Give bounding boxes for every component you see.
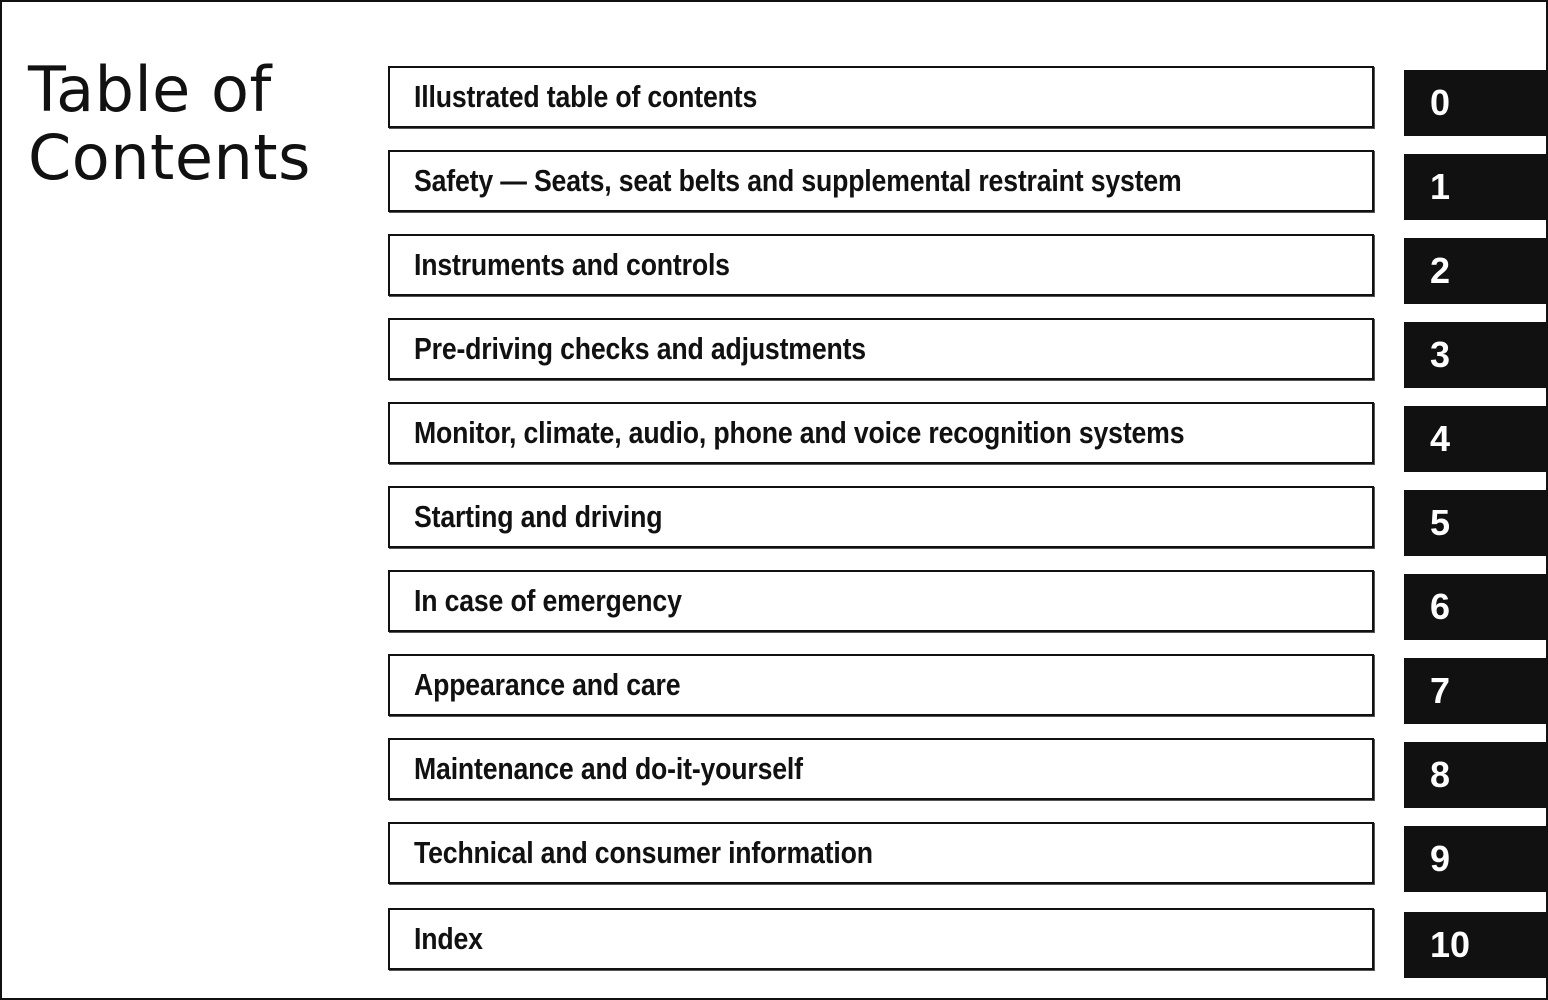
toc-entry-box[interactable] <box>388 486 1374 548</box>
page-title-line-2: Contents <box>28 121 311 194</box>
toc-entry-box[interactable] <box>388 402 1374 464</box>
section-number: 7 <box>1430 670 1451 711</box>
section-tab[interactable] <box>1404 406 1548 472</box>
section-tab[interactable] <box>1404 826 1548 892</box>
toc-entry-label: Maintenance and do-it-yourself <box>414 751 803 786</box>
toc-entry-box[interactable] <box>388 318 1374 380</box>
section-number: 8 <box>1430 754 1451 795</box>
section-number: 9 <box>1430 838 1451 879</box>
section-tab[interactable] <box>1404 742 1548 808</box>
toc-entry-pre-driving <box>0 318 1548 388</box>
toc-entry-box[interactable] <box>388 66 1374 128</box>
toc-entry-monitor <box>0 402 1548 472</box>
toc-entry-box[interactable] <box>388 908 1374 970</box>
section-tab[interactable] <box>1404 912 1548 978</box>
toc-entry-label: Technical and consumer information <box>414 835 873 870</box>
toc-entry-box[interactable] <box>388 570 1374 632</box>
section-tab[interactable] <box>1404 322 1548 388</box>
section-number: 6 <box>1430 586 1451 627</box>
toc-entry-label: Safety — Seats, seat belts and supplemental restraint system <box>414 163 1182 198</box>
section-number: 1 <box>1430 166 1451 207</box>
toc-entry-label: Starting and driving <box>414 499 663 534</box>
section-number: 2 <box>1430 250 1451 291</box>
toc-entry-index <box>0 908 1548 978</box>
toc-entry-appearance <box>0 654 1548 724</box>
toc-entry-box[interactable] <box>388 822 1374 884</box>
toc-entry-box[interactable] <box>388 150 1374 212</box>
toc-entry-emergency <box>0 570 1548 640</box>
toc-entry-label: Pre-driving checks and adjustments <box>414 331 866 366</box>
toc-entry-label: In case of emergency <box>414 583 682 618</box>
section-tab[interactable] <box>1404 70 1548 136</box>
toc-entry-label: Monitor, climate, audio, phone and voice recognition systems <box>414 415 1185 450</box>
section-tab[interactable] <box>1404 490 1548 556</box>
toc-entry-starting <box>0 486 1548 556</box>
toc-entry-label: Instruments and controls <box>414 247 730 282</box>
toc-entry-instruments <box>0 234 1548 304</box>
toc-entry-technical <box>0 822 1548 892</box>
toc-entry-maintenance <box>0 738 1548 808</box>
section-number: 3 <box>1430 334 1451 375</box>
page-title-line-1: Table of <box>28 53 272 126</box>
section-number: 0 <box>1430 82 1451 123</box>
toc-entry-box[interactable] <box>388 234 1374 296</box>
toc-entry-box[interactable] <box>388 738 1374 800</box>
section-number: 4 <box>1430 418 1451 459</box>
section-number: 10 <box>1430 924 1471 965</box>
toc-entry-label: Illustrated table of contents <box>414 79 758 114</box>
toc-entry-box[interactable] <box>388 654 1374 716</box>
toc-entry-illustrated-toc <box>0 66 1548 136</box>
section-tab[interactable] <box>1404 154 1548 220</box>
section-tab[interactable] <box>1404 574 1548 640</box>
section-tab[interactable] <box>1404 238 1548 304</box>
toc-entry-label: Appearance and care <box>414 667 681 702</box>
toc-entry-label: Index <box>414 921 483 956</box>
section-number: 5 <box>1430 502 1451 543</box>
toc-entry-safety <box>0 150 1548 220</box>
section-tab[interactable] <box>1404 658 1548 724</box>
